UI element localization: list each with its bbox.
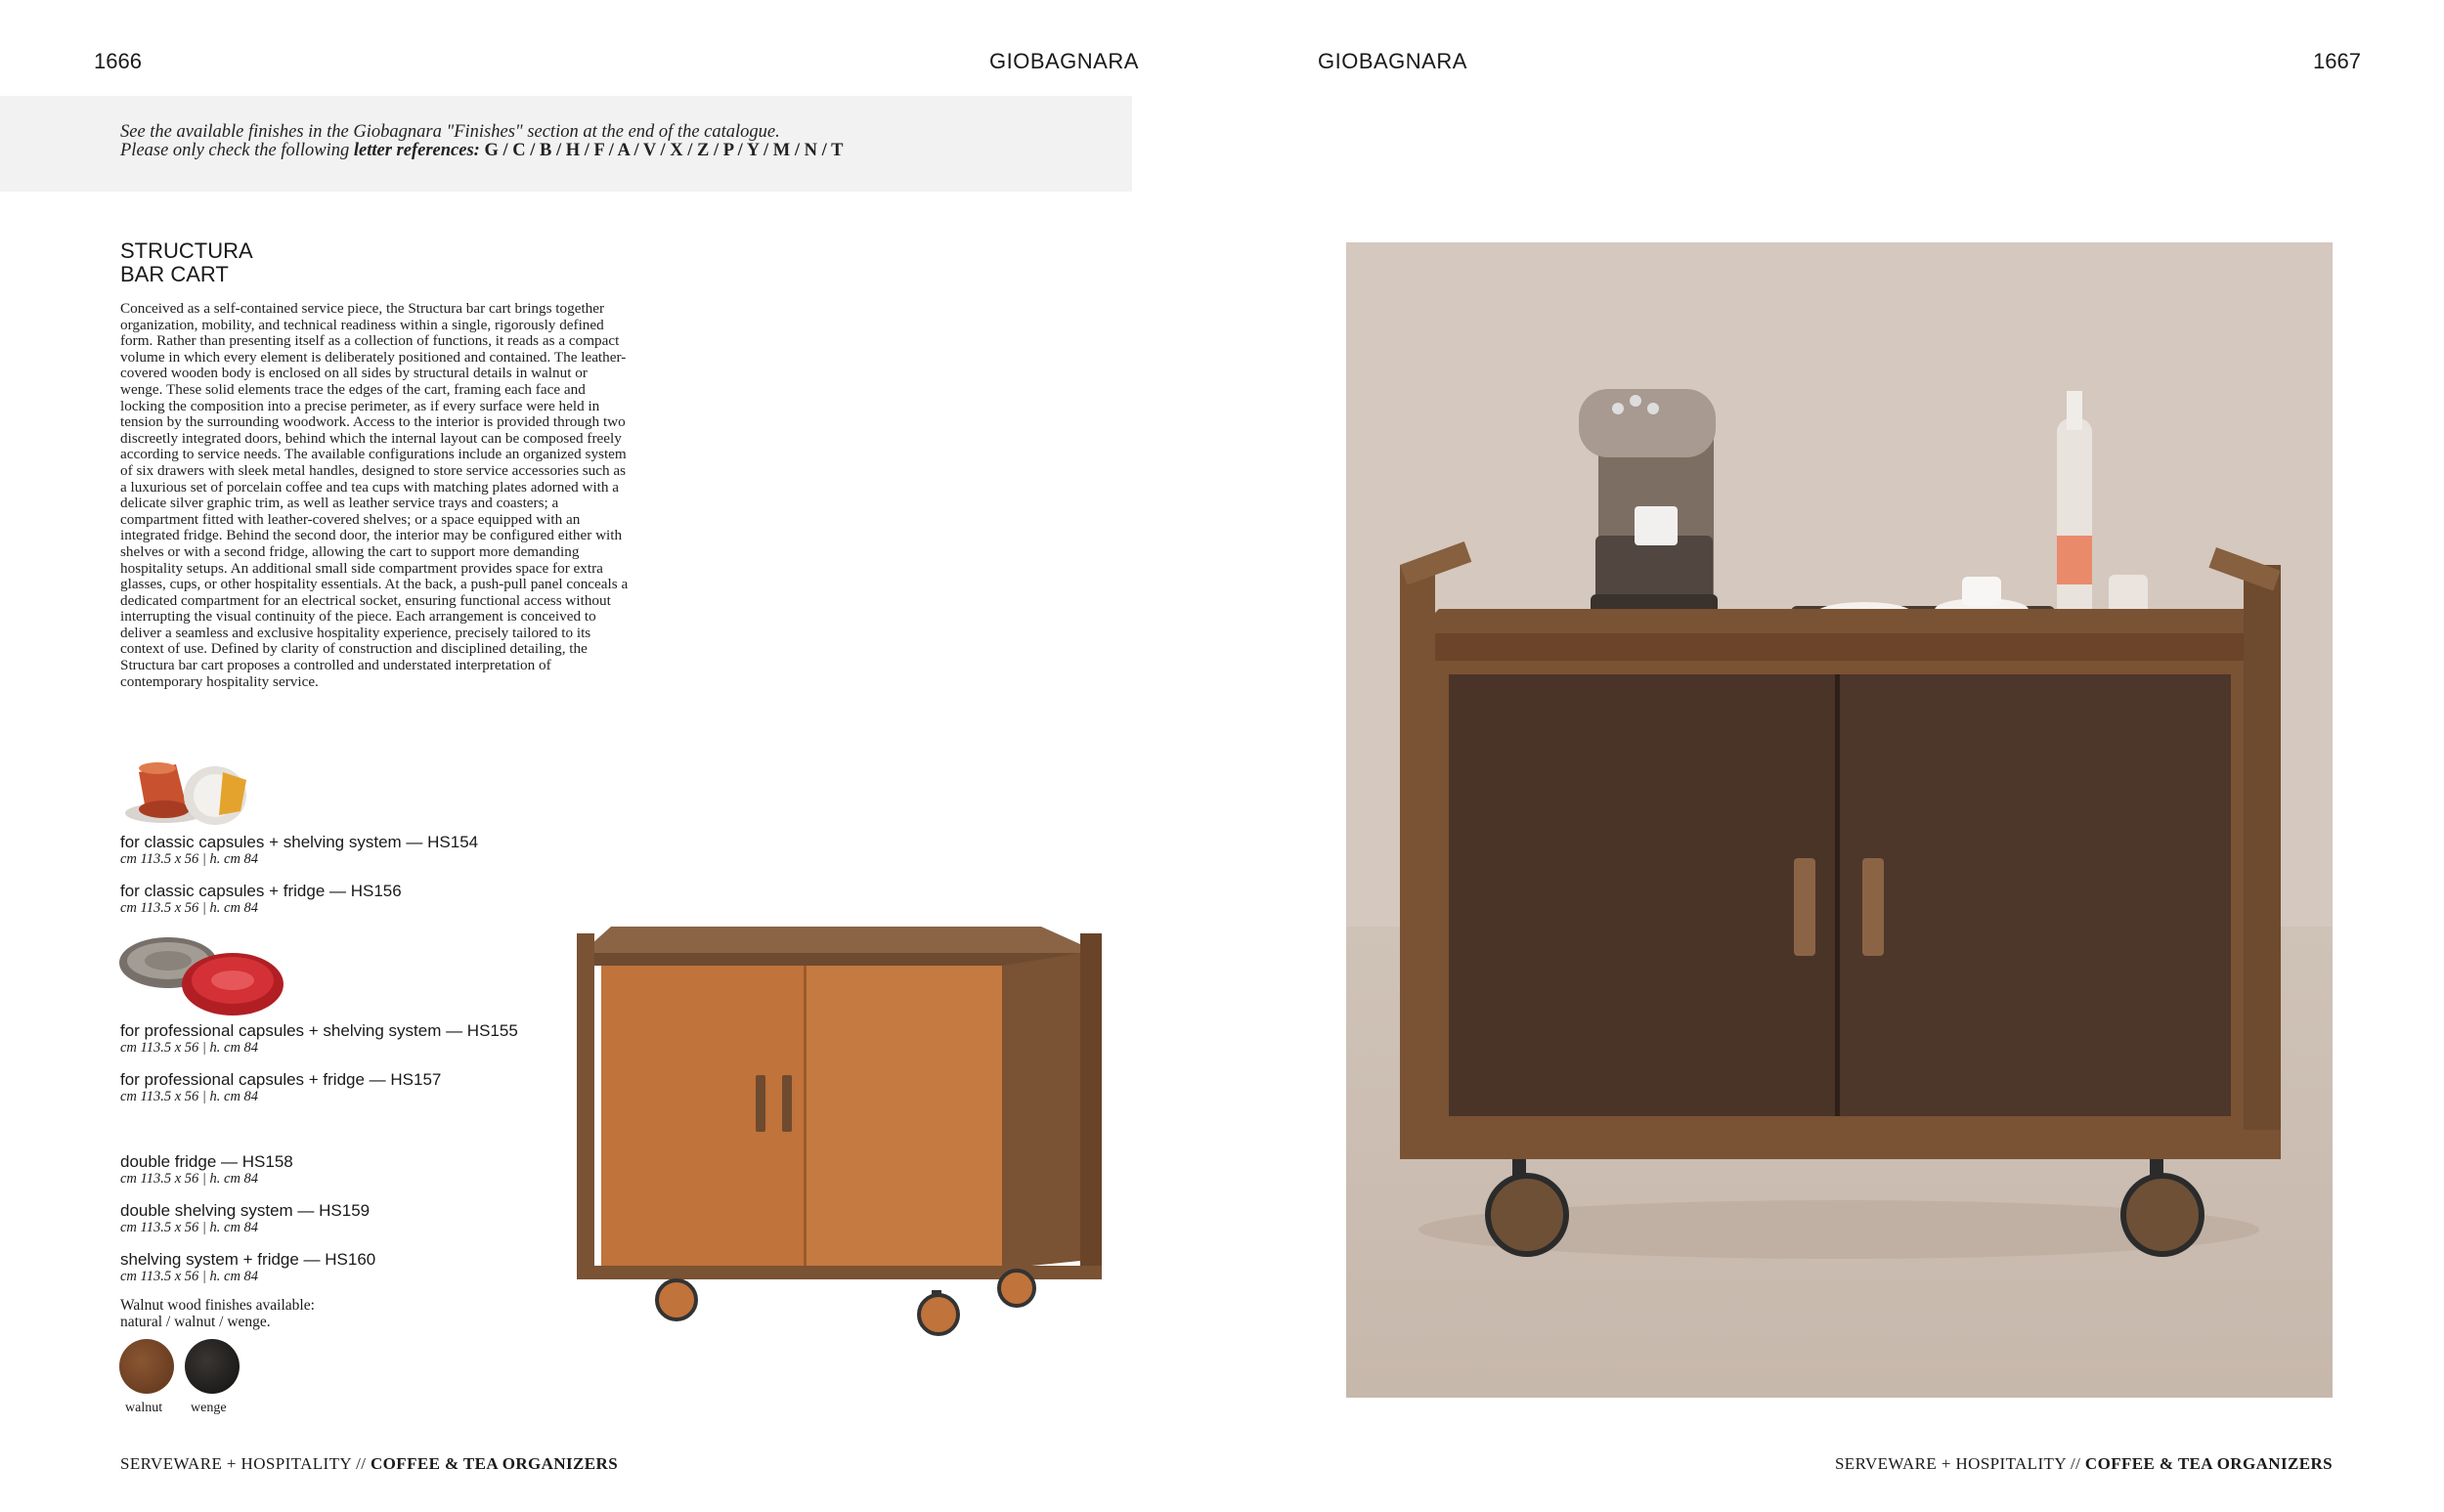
- finishes-banner-text: [120, 123, 843, 160]
- walnut-swatch: [119, 1339, 174, 1394]
- brand-left: GIOBAGNARA: [989, 49, 1139, 73]
- professional-capsules-icon: [117, 933, 284, 1021]
- variant-name: double fridge — HS158: [120, 1152, 293, 1171]
- variant-name: for classic capsules + fridge — HS156: [120, 882, 402, 900]
- variant-dims: cm 113.5 x 56 | h. cm 84: [120, 1040, 259, 1056]
- variant-hs154: [120, 834, 478, 867]
- variant-hs157: [120, 1071, 441, 1104]
- wenge-swatch-label: wenge: [191, 1401, 227, 1415]
- walnut-swatch-label: walnut: [125, 1401, 163, 1415]
- variant-dims: cm 113.5 x 56 | h. cm 84: [120, 1171, 259, 1187]
- variant-hs158: [120, 1153, 293, 1187]
- product-title: STRUCTURA BAR CART: [120, 238, 253, 286]
- banner-line1: See the available finishes in the Giobagnara "Finishes" section at the end of the catalogue.: [120, 122, 780, 142]
- brand-right: GIOBAGNARA: [1318, 49, 1467, 73]
- wenge-swatch: [185, 1339, 240, 1394]
- variant-name: shelving system + fridge — HS160: [120, 1250, 376, 1269]
- variant-dims: cm 113.5 x 56 | h. cm 84: [120, 851, 259, 867]
- variant-dims: cm 113.5 x 56 | h. cm 84: [120, 1220, 259, 1235]
- variant-name: for classic capsules + shelving system — HS154: [120, 833, 479, 851]
- left-page-number: 1666: [94, 49, 142, 73]
- variant-hs155: [120, 1022, 518, 1056]
- finishes-note: Walnut wood finishes available: natural / walnut / wenge.: [120, 1297, 315, 1330]
- variant-dims: cm 113.5 x 56 | h. cm 84: [120, 900, 259, 916]
- variant-dims: cm 113.5 x 56 | h. cm 84: [120, 1269, 259, 1284]
- variant-name: for professional capsules + fridge — HS157: [120, 1070, 442, 1089]
- variant-name: double shelving system — HS159: [120, 1201, 371, 1220]
- cart-dark-photo: [1346, 242, 2333, 1398]
- footer-left: SERVEWARE + HOSPITALITY // COFFEE & TEA ORGANIZERS: [120, 1454, 619, 1473]
- variant-hs159: [120, 1202, 370, 1235]
- variant-dims: cm 113.5 x 56 | h. cm 84: [120, 1089, 259, 1104]
- variant-hs160: [120, 1251, 375, 1284]
- cart-cognac-image: [572, 899, 1105, 1339]
- variant-hs156: [120, 883, 402, 916]
- footer-right: SERVEWARE + HOSPITALITY // COFFEE & TEA ORGANIZERS: [1834, 1454, 2333, 1473]
- right-page-number: 1667: [2313, 49, 2361, 73]
- banner-line2: Please only check the following letter references: G / C / B / H / F / A / V / X / Z / P / Y / M / N / T: [120, 141, 844, 160]
- variant-name: for professional capsules + shelving system — HS155: [120, 1021, 518, 1040]
- letter-references: G / C / B / H / F / A / V / X / Z / P / Y / M / N / T: [484, 141, 844, 160]
- classic-capsules-icon: [117, 743, 254, 831]
- product-description: Conceived as a self-contained service piece, the Structura bar cart brings together organization, mobility, and technical readiness within a single, rigorously defined form. Rather than presenting itself as a collection of functions, it reads as a compact volume in which every element is deliberately positioned and contained. The leather-covered wooden body is enclosed on all sides by structural details in walnut or wenge. These solid elements trace the edges of the cart, framing each face and locking the composition into a precise perimeter, as if every surface were held in tension by the surrounding woodwork. Access to the interior is provided through two discreetly integrated doors, behind which the internal layout can be composed freely according to service needs. The available configurations include an organized system of six drawers with sleek metal handles, designed to store service accessories such as a luxurious set of porcelain coffee and tea cups with matching plates adorned with a delicate silver graphic trim, as well as leather service trays and coasters; a compartment fitted with leather-covered shelves; or a space equipped with an integrated fridge. Behind the second door, the interior may be configured either with shelves or with a second fridge, allowing the cart to support more demanding hospitality setups. An additional small side compartment provides space for extra glasses, cups, or other hospitality essentials. At the back, a push-pull panel conceals a dedicated compartment for an electrical socket, ensuring functional access without interrupting the visual continuity of the piece. Each arrangement is conceived to deliver a seamless and exclusive hospitality experience, precisely tailored to its context of use. Defined by clarity of construction and disciplined detailing, the Structura bar cart proposes a controlled and understated interpretation of contemporary hospitality service.: [120, 300, 629, 690]
